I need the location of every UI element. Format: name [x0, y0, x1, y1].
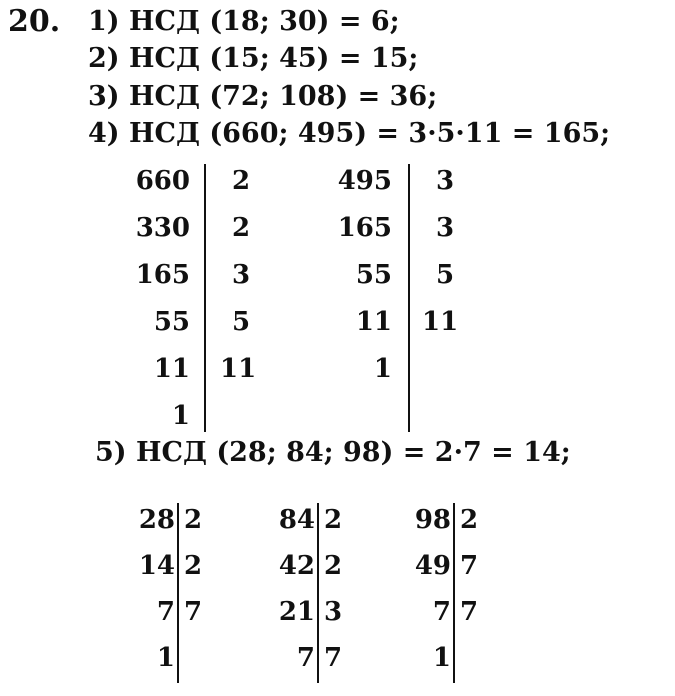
dividend: 84 [278, 505, 315, 535]
dividend: 55 [355, 260, 392, 290]
dividend: 660 [135, 166, 190, 196]
dividend: 330 [135, 213, 190, 243]
solution-line-1: 1) НСД (18; 30) = 6; [88, 6, 400, 37]
division-bar [177, 503, 179, 683]
prime-divisor: 2 [460, 505, 479, 535]
solution-line-5: 5) НСД (28; 84; 98) = 2·7 = 14; [95, 437, 571, 468]
dividend: 165 [337, 213, 392, 243]
dividend: 1 [432, 643, 451, 673]
dividend: 11 [153, 354, 190, 384]
prime-divisor: 3 [232, 260, 251, 290]
solution-line-2: 2) НСД (15; 45) = 15; [88, 43, 419, 74]
dividend-column [130, 497, 175, 681]
factorization-98 [404, 497, 484, 687]
dividend: 1 [373, 354, 392, 384]
dividend: 98 [414, 505, 451, 535]
divisor-column [324, 497, 348, 681]
dividend-column [404, 497, 451, 681]
division-bar [408, 164, 410, 432]
prime-divisor: 2 [232, 166, 251, 196]
factorization-84 [268, 497, 348, 687]
task-number: 20. [8, 4, 61, 39]
division-bar [204, 164, 206, 432]
prime-divisor: 7 [184, 597, 203, 627]
prime-divisor: 7 [460, 597, 479, 627]
dividend: 42 [278, 551, 315, 581]
dividend: 7 [156, 597, 175, 627]
divisor-column [220, 158, 270, 440]
dividend: 495 [337, 166, 392, 196]
prime-divisor: 11 [422, 307, 459, 337]
dividend-column [268, 497, 315, 681]
dividend: 7 [432, 597, 451, 627]
dividend: 28 [138, 505, 175, 535]
division-bar [453, 503, 455, 683]
divisor-column [422, 158, 472, 346]
dividend-column [322, 158, 392, 393]
divisor-column [184, 497, 210, 635]
factorization-660 [120, 158, 270, 443]
dividend: 11 [355, 307, 392, 337]
dividend: 1 [171, 401, 190, 431]
prime-divisor: 7 [324, 643, 343, 673]
prime-divisor: 3 [436, 166, 455, 196]
prime-divisor: 5 [232, 307, 251, 337]
prime-divisor: 2 [184, 551, 203, 581]
prime-divisor: 2 [232, 213, 251, 243]
solution-line-3: 3) НСД (72; 108) = 36; [88, 81, 438, 112]
dividend: 14 [138, 551, 175, 581]
dividend: 49 [414, 551, 451, 581]
dividend-column [120, 158, 190, 440]
prime-divisor: 7 [460, 551, 479, 581]
dividend: 165 [135, 260, 190, 290]
factorization-495 [322, 158, 472, 443]
prime-divisor: 11 [220, 354, 257, 384]
prime-divisor: 5 [436, 260, 455, 290]
prime-divisor: 3 [436, 213, 455, 243]
dividend: 21 [278, 597, 315, 627]
prime-divisor: 2 [324, 505, 343, 535]
dividend: 1 [156, 643, 175, 673]
prime-divisor: 2 [324, 551, 343, 581]
dividend: 7 [296, 643, 315, 673]
solution-line-4: 4) НСД (660; 495) = 3·5·11 = 165; [88, 118, 611, 149]
prime-divisor: 3 [324, 597, 343, 627]
prime-divisor [220, 393, 270, 440]
dividend: 55 [153, 307, 190, 337]
division-bar [317, 503, 319, 683]
prime-divisor: 2 [184, 505, 203, 535]
divisor-column [460, 497, 484, 635]
factorization-28 [130, 497, 210, 687]
